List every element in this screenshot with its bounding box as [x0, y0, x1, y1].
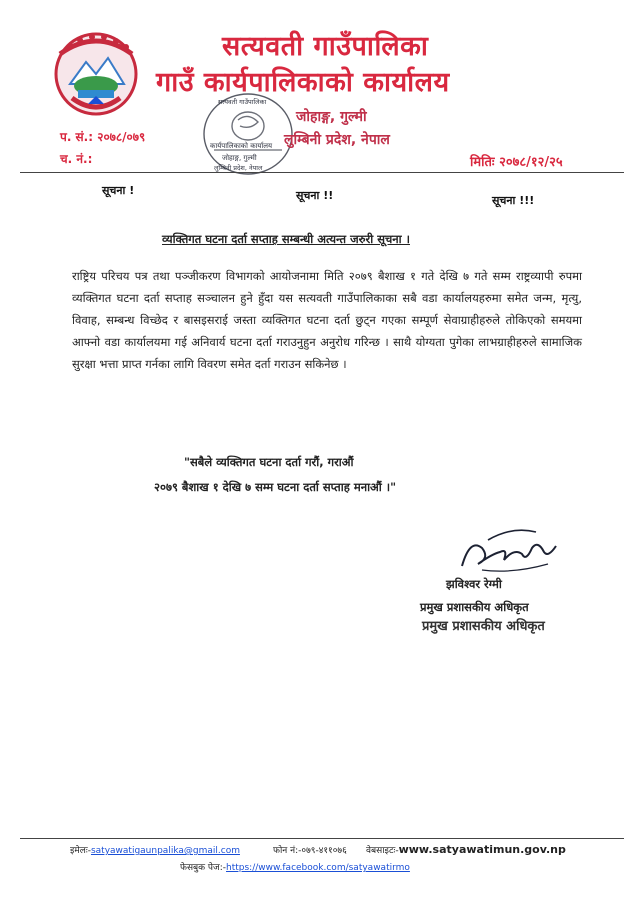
footer-divider — [20, 838, 624, 839]
facebook-row — [180, 860, 410, 873]
website-label: वेबसाइटः- — [366, 846, 399, 856]
letter-date: मितिः २०७८/१२/२५ — [470, 155, 563, 170]
facebook-link[interactable]: https://www.facebook.com/satyawatirmo — [226, 863, 410, 873]
municipality-name: सत्यवती गाउँपालिका — [222, 31, 429, 62]
office-stamp — [200, 90, 296, 178]
address-line-2: लुम्बिनी प्रदेश, नेपाल — [284, 132, 390, 148]
nepal-emblem-logo — [48, 24, 144, 120]
notice-label-left: सूचना ! — [102, 184, 135, 197]
header-divider — [20, 172, 624, 173]
handwritten-signature — [452, 518, 572, 578]
reference-number: प. सं.: २०७८/०७९ — [60, 130, 146, 144]
dispatch-number: च. नं.: — [60, 152, 93, 166]
notice-label-right: सूचना !!! — [492, 194, 535, 207]
phone-number: फोन नं:-०७९-४११०७६ — [273, 846, 347, 856]
address-line-1: जोहाङ्ग, गुल्मी — [296, 109, 367, 125]
signatory-designation: प्रमुख प्रशासकीय अधिकृत — [420, 600, 529, 614]
slogan-line-1: "सबैले व्यक्तिगत घटना दर्ता गरौं, गराऔं — [184, 455, 354, 469]
stamp-line-2: कार्यपालिकाको कार्यालय — [210, 142, 273, 150]
designation-stamp: प्रमुख प्रशासकीय अधिकृत — [422, 619, 545, 634]
website-link[interactable]: www.satyawatimun.gov.np — [398, 843, 566, 856]
office-name: गाउँ कार्यपालिकाको कार्यालय — [156, 67, 450, 98]
notice-label-center: सूचना !! — [296, 189, 334, 202]
signatory-name: झविश्वर रेग्मी — [446, 577, 502, 591]
slogan-line-2: २०७९ बैशाख १ देखि ७ सम्म घटना दर्ता सप्ताह मनाऔं ।" — [154, 480, 397, 494]
stamp-line-1: सत्यवती गाउँपालिका — [218, 98, 267, 106]
notice-body: राष्ट्रिय परिचय पत्र तथा पञ्जीकरण विभागको आयोजनामा मिति २०७९ बैशाख १ गते देखि ७ गते सम्म राष्ट्रव्यापी रुपमा व्यक्तिगत घटना दर्ता सप्ताह सञ्चालन हुने हुँदा यस सत्यवती गाउँपालिकाका सबै वडा कार्यालयहरुमा समेत जन्म, मृत्यु, विवाह, सम्बन्ध विच्छेद र बासइसराई जस्ता व्यक्तिगत घटना दर्ता छुट्न गएका सम्पूर्ण सेवाग्राहीहरुले तोकिएको समयमा आफ्नो वडा कार्यालयमा गई अनिवार्य घटना दर्ता गराउनुहुन अनुरोध गरिन्छ । साथै योग्यता पुगेका लाभग्राहीहरुले सामाजिक सुरक्षा भत्ता प्राप्त गर्नका लागि विवरण समेत दर्ता गराउन सकिनेछ । — [72, 269, 582, 371]
facebook-label: फेसबुक पेज:- — [180, 863, 227, 873]
email-label: इमेलः- — [70, 846, 91, 856]
footer-email-row — [70, 843, 240, 856]
stamp-line-3: जोहाङ्ग, गुल्मी — [222, 154, 257, 162]
stamp-line-4: लुम्बिनी प्रदेश, नेपाल — [214, 164, 263, 172]
website-row — [366, 843, 566, 856]
notice-subject: व्यक्तिगत घटना दर्ता सप्ताह सम्बन्धी अत्यन्त जरुरी सूचना । — [162, 232, 410, 246]
email-link[interactable]: satyawatigaunpalika@gmail.com — [90, 846, 240, 856]
